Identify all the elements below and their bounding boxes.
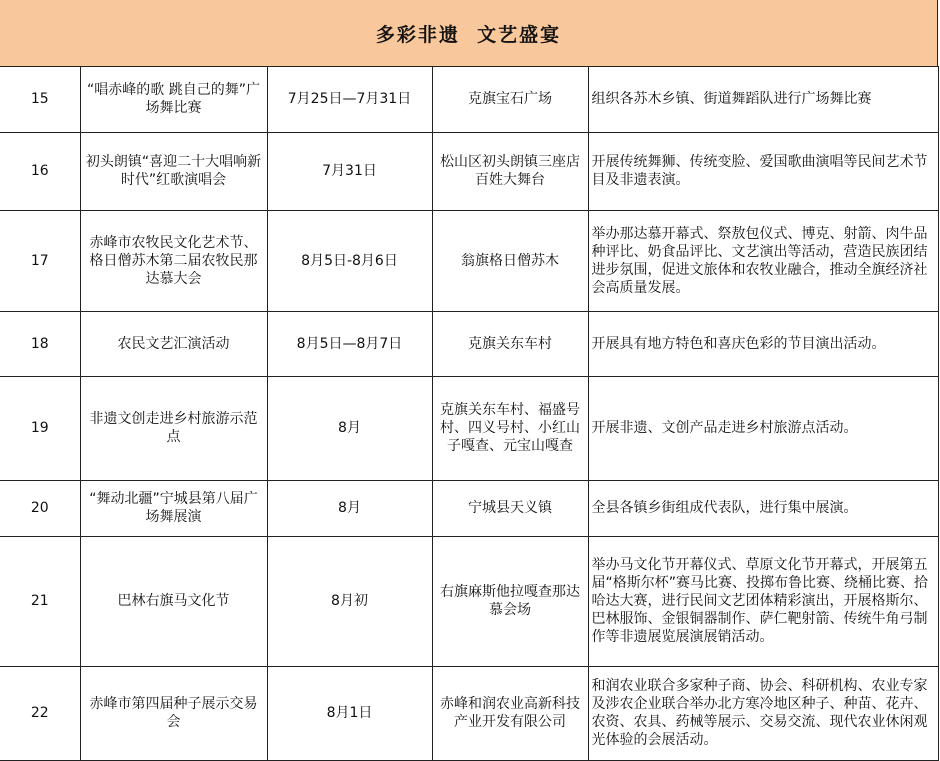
table-row	[0, 376, 938, 480]
table-row	[0, 66, 938, 132]
row-number: 18	[0, 311, 80, 376]
event-date: 7月25日—7月31日	[267, 66, 432, 132]
event-location: 克旗宝石广场	[432, 66, 588, 132]
event-date: 8月5日—8月7日	[267, 311, 432, 376]
event-name: 巴林右旗马文化节	[80, 536, 267, 666]
event-name: “唱赤峰的歌 跳自己的舞”广场舞比赛	[80, 66, 267, 132]
event-description: 举办那达慕开幕式、祭敖包仪式、博克、射箭、肉牛品种评比、奶食品评比、文艺演出等活动，营造民族团结进步氛围，促进文旅体和农牧业融合，推动全旗经济社会高质量发展。	[588, 210, 938, 311]
event-location: 赤峰和润农业高新科技产业开发有限公司	[432, 666, 588, 760]
event-date: 8月初	[267, 536, 432, 666]
event-description: 举办马文化节开幕仪式、草原文化节开幕式，开展第五届“格斯尔杯”赛马比赛、投掷布鲁比赛、绕桶比赛、拾哈达大赛，进行民间文艺团体精彩演出，开展格斯尔、巴林服饰、金银铜器制作、萨仁靶射箭、传统牛角弓制作等非遗展览展演展销活动。	[588, 536, 938, 666]
event-location: 宁城县天义镇	[432, 480, 588, 536]
event-location: 克旗关东车村	[432, 311, 588, 376]
table-row	[0, 311, 938, 376]
row-number: 20	[0, 480, 80, 536]
row-number: 21	[0, 536, 80, 666]
row-number: 19	[0, 376, 80, 480]
event-description: 全县各镇乡街组成代表队，进行集中展演。	[588, 480, 938, 536]
event-description: 和润农业联合多家种子商、协会、科研机构、农业专家及涉农企业联合举办北方寒冷地区种子、种苗、花卉、农资、农具、药械等展示、交易交流、现代农业休闲观光体验的会展活动。	[588, 666, 938, 760]
event-name: 农民文艺汇演活动	[80, 311, 267, 376]
event-location: 右旗麻斯他拉嘎查那达慕会场	[432, 536, 588, 666]
event-location: 松山区初头朗镇三座店百姓大舞台	[432, 132, 588, 210]
event-description: 开展具有地方特色和喜庆色彩的节目演出活动。	[588, 311, 938, 376]
event-name: 非遗文创走进乡村旅游示范点	[80, 376, 267, 480]
event-location: 克旗关东车村、福盛号村、四义号村、小红山子嘎查、元宝山嘎查	[432, 376, 588, 480]
table-row	[0, 666, 938, 760]
row-number: 22	[0, 666, 80, 760]
event-date: 8月1日	[267, 666, 432, 760]
event-description: 开展传统舞狮、传统变脸、爱国歌曲演唱等民间艺术节目及非遗表演。	[588, 132, 938, 210]
table-row	[0, 210, 938, 311]
event-description: 开展非遗、文创产品走进乡村旅游点活动。	[588, 376, 938, 480]
event-name: 赤峰市农牧民文化艺术节、格日僧苏木第二届农牧民那达慕大会	[80, 210, 267, 311]
table-row	[0, 480, 938, 536]
event-location: 翁旗格日僧苏木	[432, 210, 588, 311]
row-number: 17	[0, 210, 80, 311]
event-date: 7月31日	[267, 132, 432, 210]
row-number: 15	[0, 66, 80, 132]
table-title: 多彩非遗 文艺盛宴	[0, 0, 938, 67]
event-name: “舞动北疆”宁城县第八届广场舞展演	[80, 480, 267, 536]
table-row	[0, 536, 938, 666]
event-date: 8月5日-8月6日	[267, 210, 432, 311]
event-name: 赤峰市第四届种子展示交易会	[80, 666, 267, 760]
event-name: 初头朗镇“喜迎二十大唱响新时代”红歌演唱会	[80, 132, 267, 210]
table-row	[0, 132, 938, 210]
events-table	[0, 66, 939, 761]
event-date: 8月	[267, 480, 432, 536]
event-description: 组织各苏木乡镇、街道舞蹈队进行广场舞比赛	[588, 66, 938, 132]
row-number: 16	[0, 132, 80, 210]
event-date: 8月	[267, 376, 432, 480]
